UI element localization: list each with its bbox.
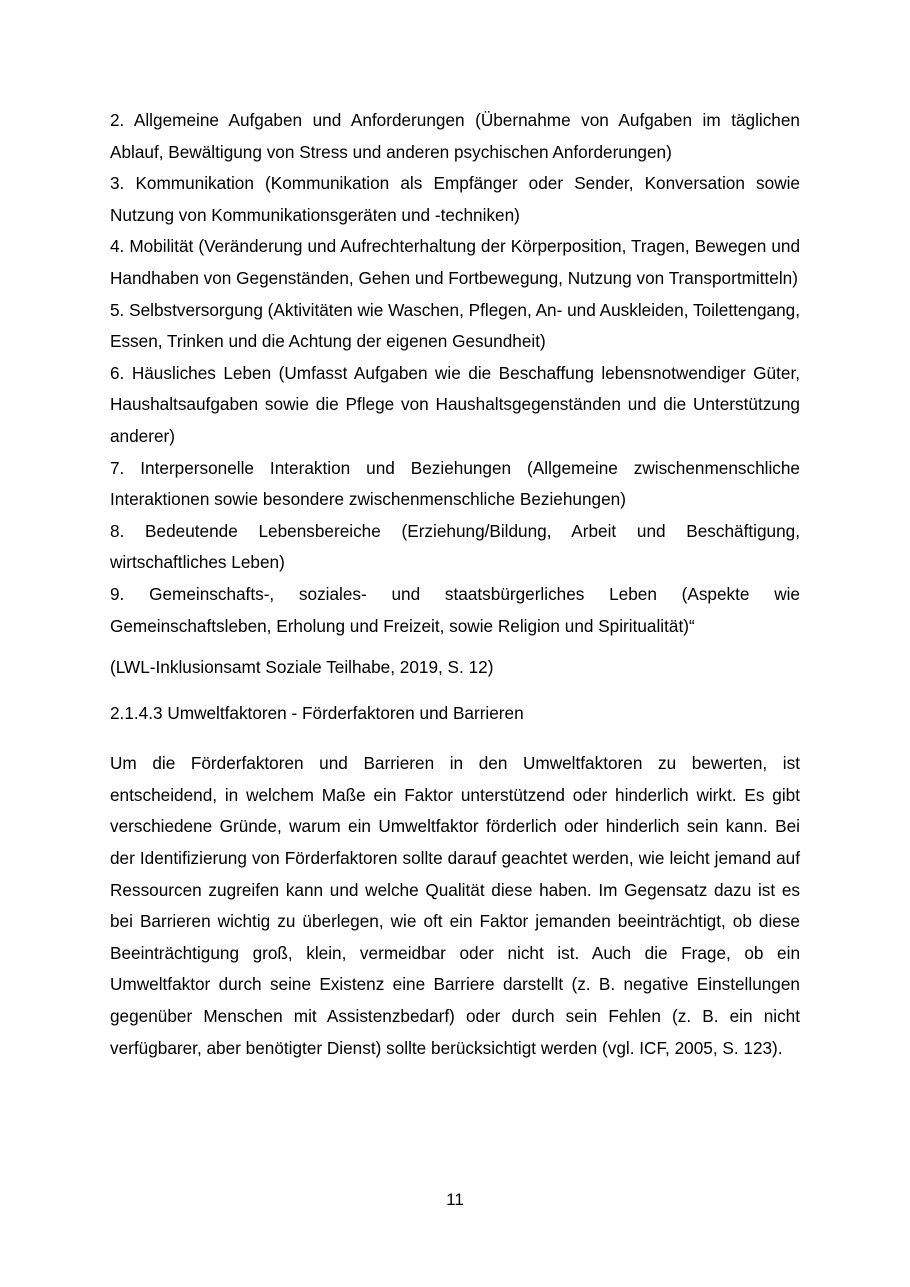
body-paragraph: Um die Förderfaktoren und Barrieren in den Umweltfaktoren zu bewerten, ist entscheidend, in welchem Maße ein Faktor unterstützend oder hinderlich wirkt. Es gibt verschiedene Gründe, warum ein Umweltfaktor förderlich oder hinderlich sein kann. Bei der Identifizierung von Förderfaktoren sollte darauf geachtet werden, wie leicht jemand auf Ressourcen zugreifen kann und welche Qualität diese haben. Im Gegensatz dazu ist es bei Barrieren wichtig zu überlegen, wie oft ein Faktor jemanden beeinträchtigt, ob diese Beeinträchtigung groß, klein, vermeidbar oder nicht ist. Auch die Frage, ob ein Umweltfaktor durch seine Existenz eine Barriere darstellt (z. B. negative Einstellungen gegenüber Menschen mit Assistenzbedarf) oder durch sein Fehlen (z. B. ein nicht verfügbarer, aber benötigter Dienst) sollte berücksichtigt werden (vgl. ICF, 2005, S. 123). [110, 753, 800, 1058]
list-item: 4. Mobilität (Veränderung und Aufrechterhaltung der Körperposition, Tragen, Bewegen und Handhaben von Gegenständen, Gehen und Fortbewegung, Nutzung von Transportmitteln) [110, 236, 800, 288]
page-content [110, 105, 800, 1064]
list-item: 6. Häusliches Leben (Umfasst Aufgaben wie die Beschaffung lebensnotwendiger Güter, Haushaltsaufgaben sowie die Pflege von Haushaltsgegenständen und die Unterstützung anderer) [110, 362, 800, 446]
list-item: 5. Selbstversorgung (Aktivitäten wie Waschen, Pflegen, An- und Auskleiden, Toilettengang, Essen, Trinken und die Achtung der eigenen Gesundheit) [110, 299, 800, 352]
section-heading: 2.1.4.3 Umweltfaktoren - Förderfaktoren und Barrieren [110, 702, 524, 723]
activity-list [110, 105, 800, 642]
list-item: 8. Bedeutende Lebensbereiche (Erziehung/Bildung, Arbeit und Beschäftigung, wirtschaftliches Leben) [110, 520, 800, 573]
list-item: 7. Interpersonelle Interaktion und Beziehungen (Allgemeine zwischenmenschliche Interaktionen sowie besondere zwischenmenschliche Beziehungen) [110, 457, 800, 510]
source-citation: (LWL-Inklusionsamt Soziale Teilhabe, 2019, S. 12) [110, 657, 494, 678]
list-item: 9. Gemeinschafts-, soziales- und staatsbürgerliches Leben (Aspekte wie Gemeinschaftsleben, Erholung und Freizeit, sowie Religion und Spiritualität)“ [110, 583, 800, 636]
list-item: 2. Allgemeine Aufgaben und Anforderungen (Übernahme von Aufgaben im täglichen Ablauf, Bewältigung von Stress und anderen psychischen Anforderungen) [110, 110, 800, 162]
list-item: 3. Kommunikation (Kommunikation als Empfänger oder Sender, Konversation sowie Nutzung von Kommunikationsgeräten und -techniken) [110, 173, 800, 225]
page-number: 11 [446, 1190, 464, 1209]
